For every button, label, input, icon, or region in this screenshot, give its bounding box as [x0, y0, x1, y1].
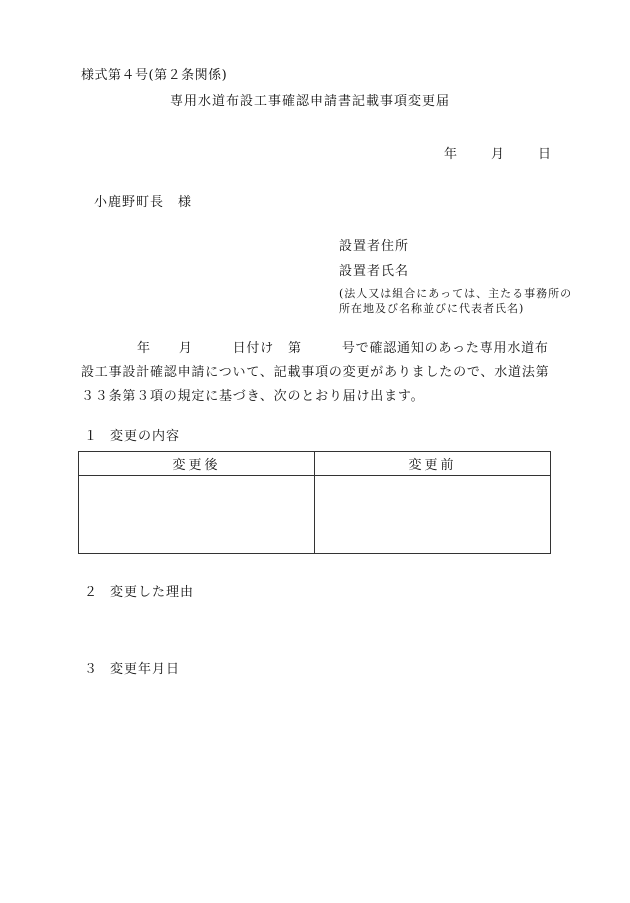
section-number: １	[84, 429, 99, 444]
notification-body	[81, 337, 556, 409]
after-change-cell[interactable]	[79, 476, 315, 554]
section-number: ２	[84, 585, 99, 600]
body-number-prefix: 第	[288, 341, 302, 356]
section-label: 変更の内容	[110, 429, 181, 444]
section-change-date	[84, 663, 180, 676]
header-before-change: 変更前	[315, 452, 551, 476]
body-month-label: 月	[178, 341, 193, 356]
date-day-label: 日	[538, 147, 552, 162]
recipient-name: 小鹿野町長	[94, 195, 165, 210]
date-line	[444, 148, 551, 161]
applicant-address-label: 設置者住所	[339, 239, 410, 254]
section-label: 変更年月日	[110, 662, 181, 677]
date-year-label: 年	[444, 147, 458, 162]
section-change-reason	[84, 586, 194, 599]
date-month-label: 月	[491, 147, 505, 162]
section-change-content	[84, 430, 180, 443]
recipient	[94, 196, 192, 209]
form-number: 様式第４号(第２条関係)	[81, 68, 228, 83]
applicant-name-label: 設置者氏名	[339, 264, 410, 279]
recipient-honorific: 様	[178, 195, 193, 210]
document-title: 専用水道布設工事確認申請書記載事項変更届	[170, 94, 451, 109]
section-number: ３	[84, 662, 99, 677]
body-year-label: 年	[137, 341, 151, 356]
section-label: 変更した理由	[110, 585, 195, 600]
body-text: 号で確認通知のあった専用水道布設工事設計確認申請について、記載事項の変更がありましたので、水道法第３３条第３項の規定に基づき、次のとおり届け出ます。	[81, 341, 550, 404]
applicant-note: (法人又は組合にあっては、主たる事務所の所在地及び名称並びに代表者氏名)	[339, 287, 573, 315]
body-dated-label: 日付け	[232, 341, 275, 356]
before-change-cell[interactable]	[315, 476, 551, 554]
header-after-change: 変更後	[79, 452, 315, 476]
change-content-table	[78, 451, 551, 554]
